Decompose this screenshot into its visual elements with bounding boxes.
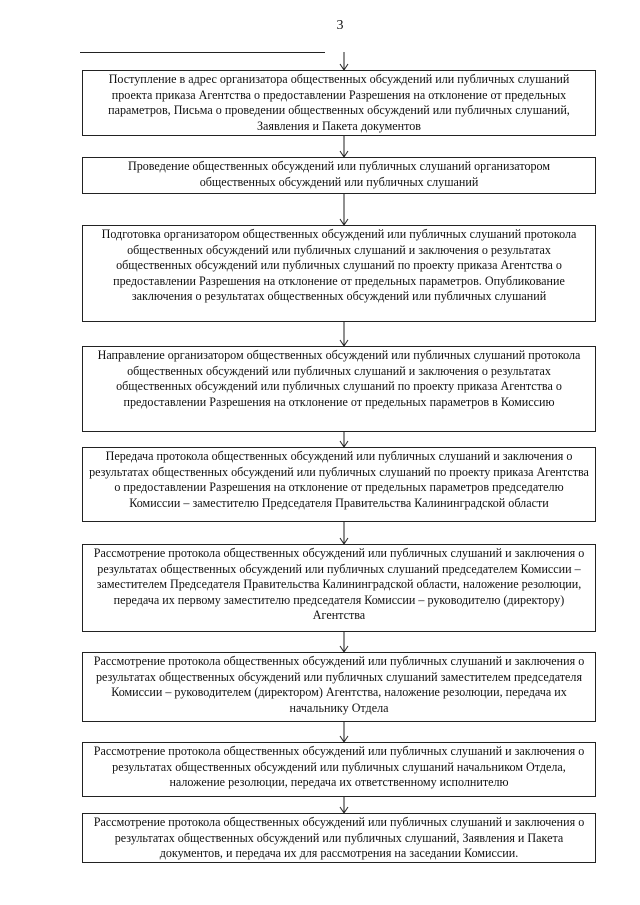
flow-step-7: Рассмотрение протокола общественных обсуждений или публичных слушаний и заключения о результатах общественных обсуждений или публичных слушаний заместителем председателя Комиссии – руководителем (директором) Агентства, наложение резолюции, передача их начальнику Отдела	[82, 652, 596, 722]
arrow-connector-3	[338, 322, 340, 346]
flow-step-1: Поступление в адрес организатора общественных обсуждений или публичных слушаний проекта приказа Агентства о предоставлении Разрешения на отклонение от предельных параметров, Письма о проведении общественных обсуждений или публичных слушаний, Заявления и Пакета документов	[82, 70, 596, 136]
flow-step-9: Рассмотрение протокола общественных обсуждений или публичных слушаний и заключения о результатах общественных обсуждений или публичных слушаний, Заявления и Пакета документов, и передача их для рассмотрения на заседании Комиссии.	[82, 813, 596, 863]
flow-step-5: Передача протокола общественных обсуждений или публичных слушаний и заключения о результатах общественных обсуждений или публичных слушаний по проекту приказа Агентства о предоставлении Разрешения на отклонение от предельных параметров председателю Комиссии – заместителю Председателя Правительства Калининградской области	[82, 447, 596, 522]
header-rule	[80, 52, 325, 53]
arrow-connector-0	[338, 52, 340, 70]
flow-step-4: Направление организатором общественных обсуждений или публичных слушаний протокола общественных обсуждений или публичных слушаний и заключения о результатах общественных обсуждений или публичных слушаний по проекту приказа Агентства о предоставлении Разрешения на отклонение от предельных параметров в Комиссию	[82, 346, 596, 432]
flow-step-6: Рассмотрение протокола общественных обсуждений или публичных слушаний и заключения о результатах общественных обсуждений или публичных слушаний председателем Комиссии – заместителем Председателя Правительства Калининградской области, наложение резолюции, передача их первому заместителю председателя Комиссии – руководителю (директору) Агентства	[82, 544, 596, 632]
arrow-connector-2	[338, 194, 340, 225]
flow-step-8: Рассмотрение протокола общественных обсуждений или публичных слушаний и заключения о результатах общественных обсуждений или публичных слушаний начальником Отдела, наложение резолюции, передача их ответственному исполнителю	[82, 742, 596, 797]
flow-step-3: Подготовка организатором общественных обсуждений или публичных слушаний протокола общественных обсуждений или публичных слушаний и заключения о результатах общественных обсуждений или публичных слушаний по проекту приказа Агентства о предоставлении Разрешения на отклонение от предельных параметров. Опубликование заключения о результатах общественных обсуждений или публичных слушаний	[82, 225, 596, 322]
arrow-connector-4	[338, 432, 340, 447]
arrow-connector-7	[338, 722, 340, 742]
arrow-connector-6	[338, 632, 340, 652]
page-number: 3	[336, 18, 344, 33]
flow-step-2: Проведение общественных обсуждений или публичных слушаний организатором общественных обсуждений или публичных слушаний	[82, 157, 596, 194]
arrow-connector-8	[338, 797, 340, 813]
arrow-connector-5	[338, 522, 340, 544]
arrow-connector-1	[338, 136, 340, 157]
